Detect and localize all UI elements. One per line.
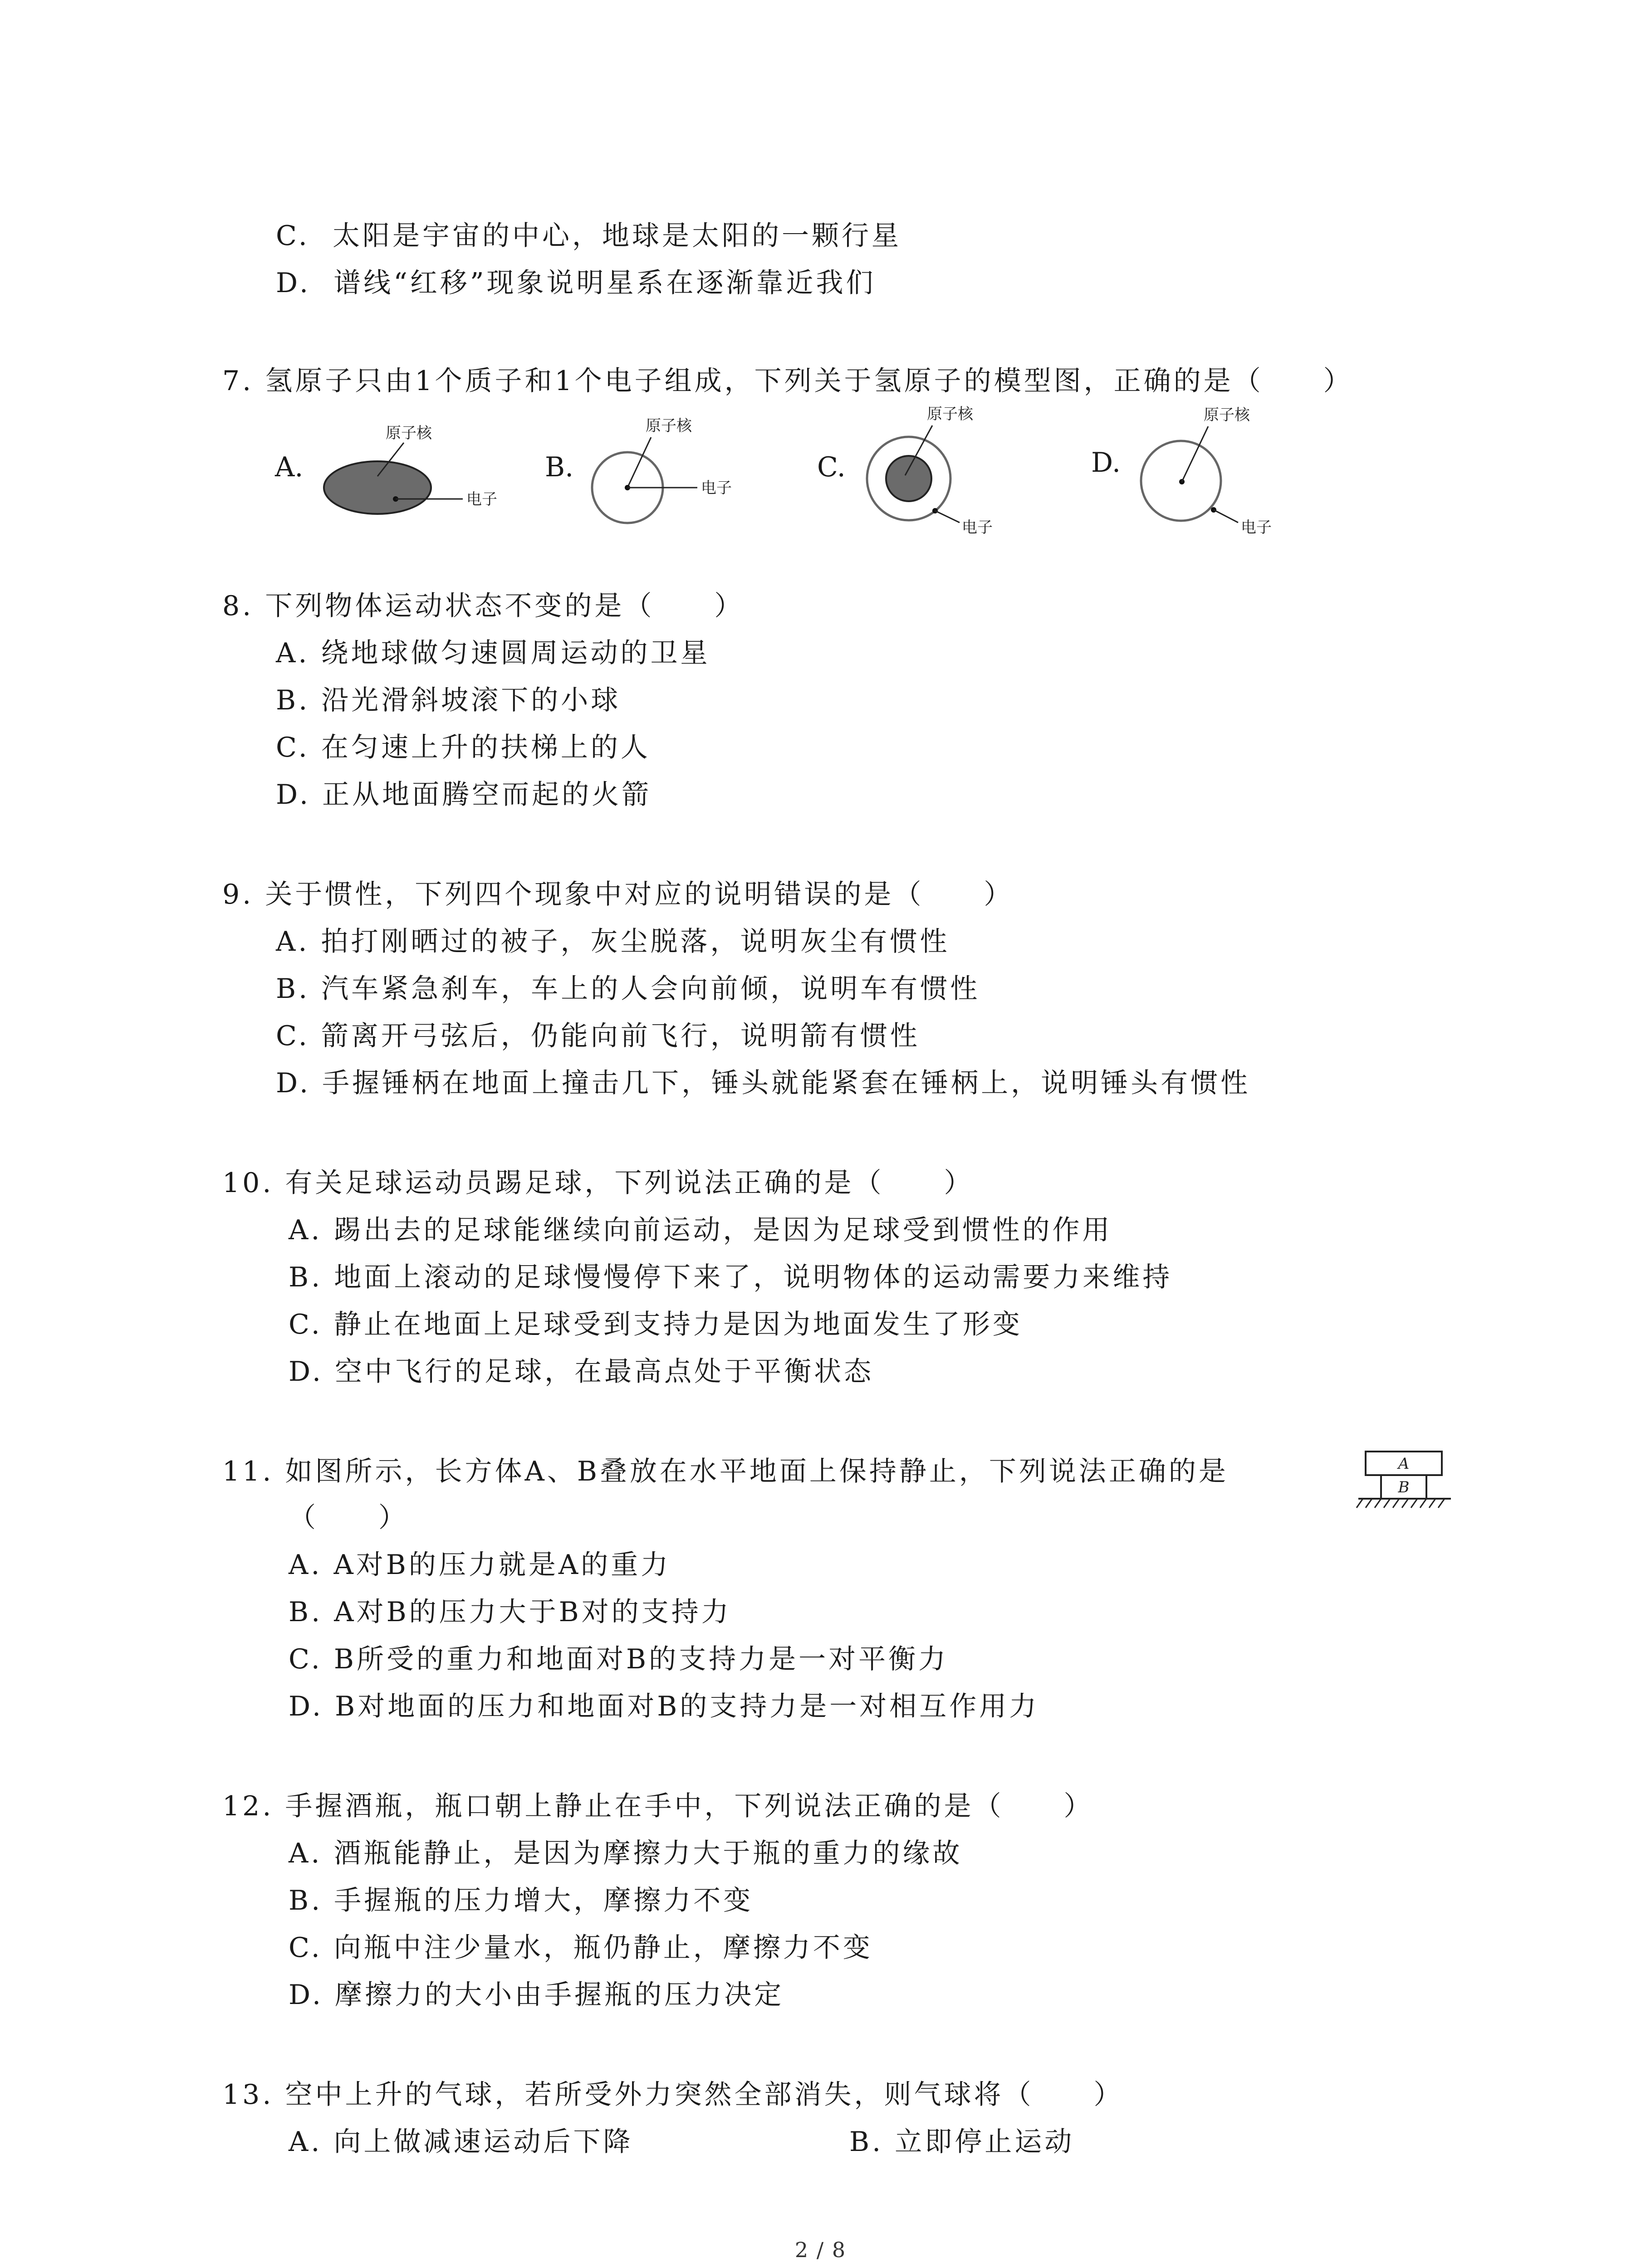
q10-option-d: D. 空中飞行的足球，在最高点处于平衡状态 xyxy=(289,1356,874,1388)
q7-b-electron-label: 电子 xyxy=(701,479,732,497)
q12-stem: 12. 手握酒瓶，瓶口朝上静止在手中，下列说法正确的是（ ） xyxy=(222,1790,1094,1822)
q7-figure-b xyxy=(542,408,751,526)
q13-option-a: A. 向上做减速运动后下降 xyxy=(289,2126,633,2158)
q11-option-a: A. A对B的压力就是A的重力 xyxy=(289,1549,671,1581)
atom-model-a-icon xyxy=(272,417,526,535)
q6-option-c: C. 太阳是宇宙的中心，地球是太阳的一颗行星 xyxy=(276,220,901,252)
q8-option-b: B. 沿光滑斜坡滚下的小球 xyxy=(276,684,621,716)
q10-option-a: A. 踢出去的足球能继续向前运动，是因为足球受到惯性的作用 xyxy=(289,1214,1112,1246)
q7-figure-b-letter: B. xyxy=(545,451,574,483)
q7-figure-a-letter: A. xyxy=(275,451,304,483)
q9-option-a: A. 拍打刚晒过的被子，灰尘脱落，说明灰尘有惯性 xyxy=(276,926,950,958)
q7-figure-c-letter: C. xyxy=(817,451,846,483)
q7-figure-a xyxy=(272,417,526,535)
q13-stem: 13. 空中上升的气球，若所受外力突然全部消失，则气球将（ ） xyxy=(222,2079,1124,2111)
q13-option-b: B. 立即停止运动 xyxy=(849,2126,1075,2158)
q8-option-a: A. 绕地球做匀速圆周运动的卫星 xyxy=(276,637,710,669)
q11-stacked-blocks-figure xyxy=(1357,1447,1456,1524)
q9-option-b: B. 汽车紧急刹车，车上的人会向前倾，说明车有惯性 xyxy=(276,973,980,1005)
page-number: 2 / 8 xyxy=(794,2238,847,2262)
q11-option-b: B. A对B的压力大于B对的支持力 xyxy=(289,1596,731,1628)
q7-d-nucleus-label: 原子核 xyxy=(1204,406,1250,424)
q7-c-nucleus-label: 原子核 xyxy=(927,405,973,423)
q7-a-nucleus-label: 原子核 xyxy=(386,424,432,442)
atom-model-c-icon xyxy=(814,399,1023,544)
q7-figure-d xyxy=(1087,399,1295,544)
q9-option-d: D. 手握锤柄在地面上撞击几下，锤头就能紧套在锤柄上，说明锤头有惯性 xyxy=(276,1067,1251,1099)
q9-stem: 9. 关于惯性，下列四个现象中对应的说明错误的是（ ） xyxy=(222,879,1014,910)
q11-option-c: C. B所受的重力和地面对B的支持力是一对平衡力 xyxy=(289,1643,949,1675)
stacked-blocks-icon xyxy=(1357,1447,1456,1524)
q7-a-electron-label: 电子 xyxy=(466,490,497,508)
q7-figure-c xyxy=(814,399,1023,544)
q8-stem: 8. 下列物体运动状态不变的是（ ） xyxy=(222,590,745,622)
q7-figure-d-letter: D. xyxy=(1091,447,1121,479)
q7-c-electron-label: 电子 xyxy=(962,518,993,537)
q11-answer-blank: （ ） xyxy=(289,1502,408,1534)
q12-option-d: D. 摩擦力的大小由手握瓶的压力决定 xyxy=(289,1979,784,2011)
q8-option-d: D. 正从地面腾空而起的火箭 xyxy=(276,779,652,811)
q6-option-d: D. 谱线“红移”现象说明星系在逐渐靠近我们 xyxy=(276,267,876,299)
q10-option-c: C. 静止在地面上足球受到支持力是因为地面发生了形变 xyxy=(289,1309,1023,1340)
q10-option-b: B. 地面上滚动的足球慢慢停下来了，说明物体的运动需要力来维持 xyxy=(289,1261,1173,1293)
block-a-label: A xyxy=(1398,1455,1410,1473)
q10-stem: 10. 有关足球运动员踢足球，下列说法正确的是（ ） xyxy=(222,1167,974,1199)
q12-option-b: B. 手握瓶的压力增大，摩擦力不变 xyxy=(289,1885,754,1916)
q11-stem: 11. 如图所示，长方体A、B叠放在水平地面上保持静止，下列说法正确的是 xyxy=(222,1456,1229,1487)
q9-option-c: C. 箭离开弓弦后，仍能向前飞行，说明箭有惯性 xyxy=(276,1020,920,1052)
q12-option-c: C. 向瓶中注少量水，瓶仍静止，摩擦力不变 xyxy=(289,1932,873,1964)
q12-option-a: A. 酒瓶能静止，是因为摩擦力大于瓶的重力的缘故 xyxy=(289,1838,963,1869)
q7-b-nucleus-label: 原子核 xyxy=(646,417,692,435)
atom-model-d-icon xyxy=(1087,399,1295,544)
q11-option-d: D. B对地面的压力和地面对B的支持力是一对相互作用力 xyxy=(289,1691,1039,1722)
block-b-label: B xyxy=(1398,1478,1410,1496)
q7-stem: 7. 氢原子只由1个质子和1个电子组成，下列关于氢原子的模型图，正确的是（ ） xyxy=(222,365,1353,397)
q7-d-electron-label: 电子 xyxy=(1241,518,1272,537)
atom-model-b-icon xyxy=(542,408,751,526)
q8-option-c: C. 在匀速上升的扶梯上的人 xyxy=(276,732,651,763)
